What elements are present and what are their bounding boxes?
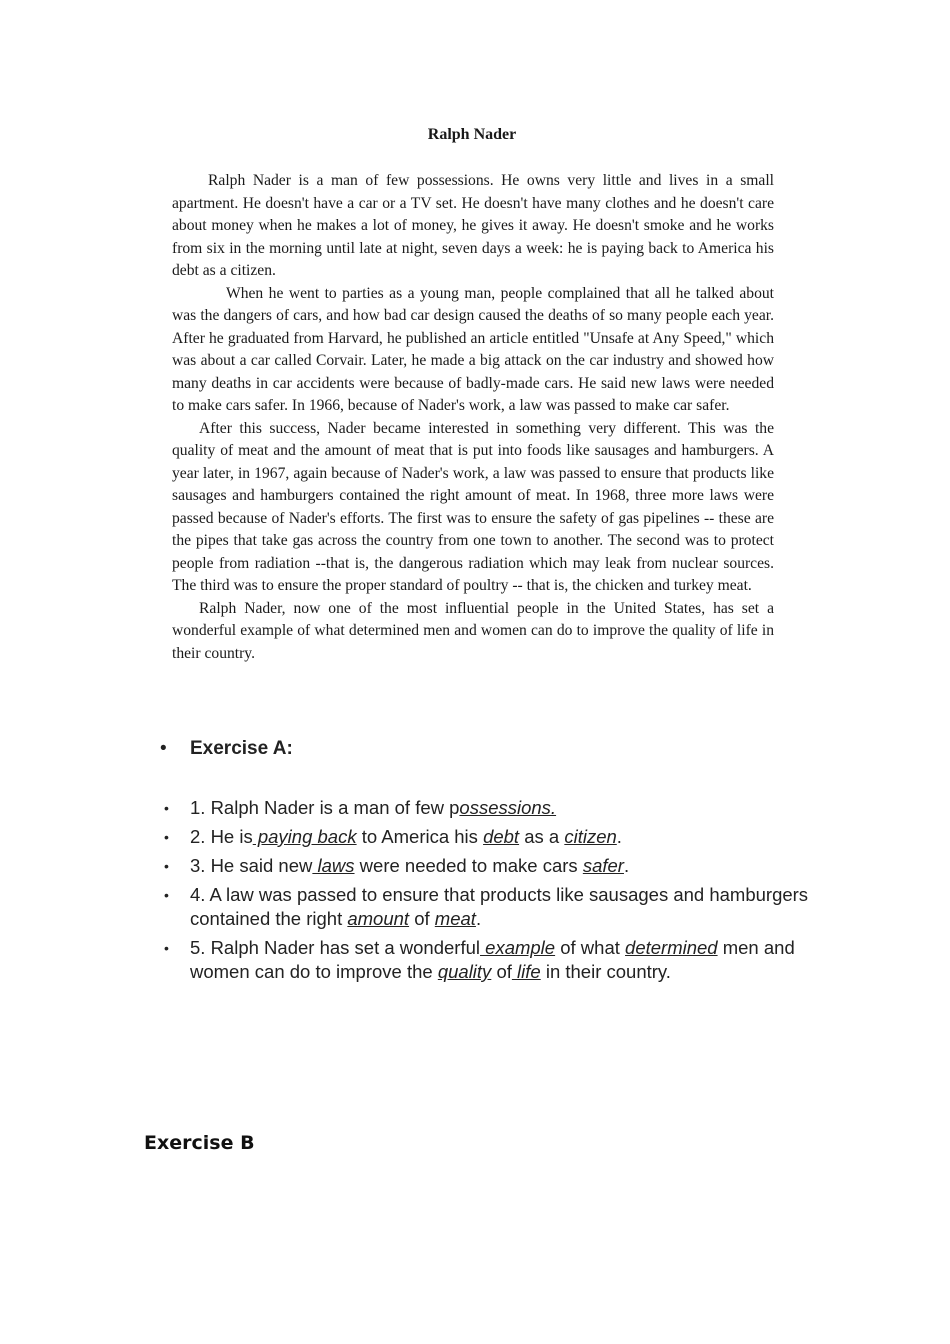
- exercise-a-list: [160, 796, 810, 989]
- answer-word: example: [480, 937, 556, 958]
- article-paragraph-3: After this success, Nader became interested in something very different. This was the quality of meat and the amount of meat that is put into foods like sausages and hamburgers. A year later, in 1967, again because of Nader's work, a law was passed to ensure that products like sausages and hamburgers contained the right amount of meat. In 1968, three more laws were passed because of Nader's efforts. The first was to ensure the safety of gas pipelines -- these are the pipes that take gas across the country from one town to another. The second was to protect people from radiation --that is, the dangerous radiation which may leak from nuclear sources. The third was to ensure the proper standard of poultry -- that is, the chicken and turkey meat.: [172, 419, 774, 594]
- exercise-a-heading: [160, 738, 293, 760]
- answer-word: citizen: [564, 826, 617, 847]
- article-paragraph-2: When he went to parties as a young man, people complained that all he talked about was the dangers of cars, and how bad car design caused the deaths of so many people each year. After he graduated from Harvard, he published an article entitled "Unsafe at Any Speed," which was about a car called Corvair. Later, he made a big attack on the car industry and showed how many deaths in car accidents were because of badly-made cars. He said new laws were needed to make cars safer. In 1966, because of Nader's work, a law was passed to make car safer.: [172, 284, 774, 414]
- item-text: .: [623, 855, 630, 876]
- item-text: of: [491, 961, 512, 982]
- item-text: of what: [555, 937, 626, 958]
- answer-word: ossessions.: [459, 797, 557, 818]
- exercise-a-heading-text: Exercise A:: [190, 738, 293, 759]
- item-text: were needed to make cars: [354, 855, 583, 876]
- item-text: of: [409, 908, 435, 929]
- article-paragraph-4: Ralph Nader, now one of the most influential people in the United States, has set a wonderful example of what determined men and women can do to improve the quality of life in their country.: [172, 599, 774, 662]
- item-text: as a: [519, 826, 565, 847]
- answer-word: determined: [625, 937, 718, 958]
- article-paragraph-1: Ralph Nader is a man of few possessions. He owns very little and lives in a small apartment. He doesn't have a car or a TV set. He doesn't have many clothes and he doesn't care about money when he makes a lot of money, he gives it away. He doesn't smoke and he works from six in the morning until late at night, seven days a week: he is paying back to America his debt as a citizen.: [172, 172, 774, 279]
- answer-word: amount: [347, 908, 410, 929]
- item-text: .: [475, 908, 482, 929]
- article-body: [172, 170, 774, 665]
- item-text: 3. He said new: [190, 855, 313, 876]
- item-text: in their country.: [540, 961, 671, 982]
- item-text: 2. He is: [190, 826, 253, 847]
- answer-word: meat: [434, 908, 476, 929]
- article-title: Ralph Nader: [427, 126, 517, 143]
- item-text: .: [616, 826, 622, 847]
- exercise-b-heading: Exercise B: [144, 1132, 255, 1154]
- answer-word: paying back: [252, 826, 357, 847]
- answer-word: quality: [437, 961, 492, 982]
- item-text: men and women can do to improve the: [190, 937, 795, 982]
- item-text: 1. Ralph Nader is a man of few p: [190, 797, 460, 818]
- exercise-item-2: [160, 825, 810, 849]
- exercise-item-4: [160, 883, 810, 931]
- item-text: 5. Ralph Nader has set a wonderful: [190, 937, 481, 958]
- answer-word: life: [511, 961, 541, 982]
- item-text: 4. A law was passed to ensure that products like sausages and hamburgers contained the right: [190, 884, 809, 929]
- exercise-item-3: [160, 854, 810, 878]
- exercise-item-1: [160, 796, 810, 820]
- answer-word: debt: [483, 826, 520, 847]
- answer-word: safer: [582, 855, 624, 876]
- exercise-item-5: [160, 936, 810, 984]
- bullet-icon: •: [160, 738, 167, 759]
- answer-word: laws: [312, 855, 355, 876]
- item-text: to America his: [356, 826, 484, 847]
